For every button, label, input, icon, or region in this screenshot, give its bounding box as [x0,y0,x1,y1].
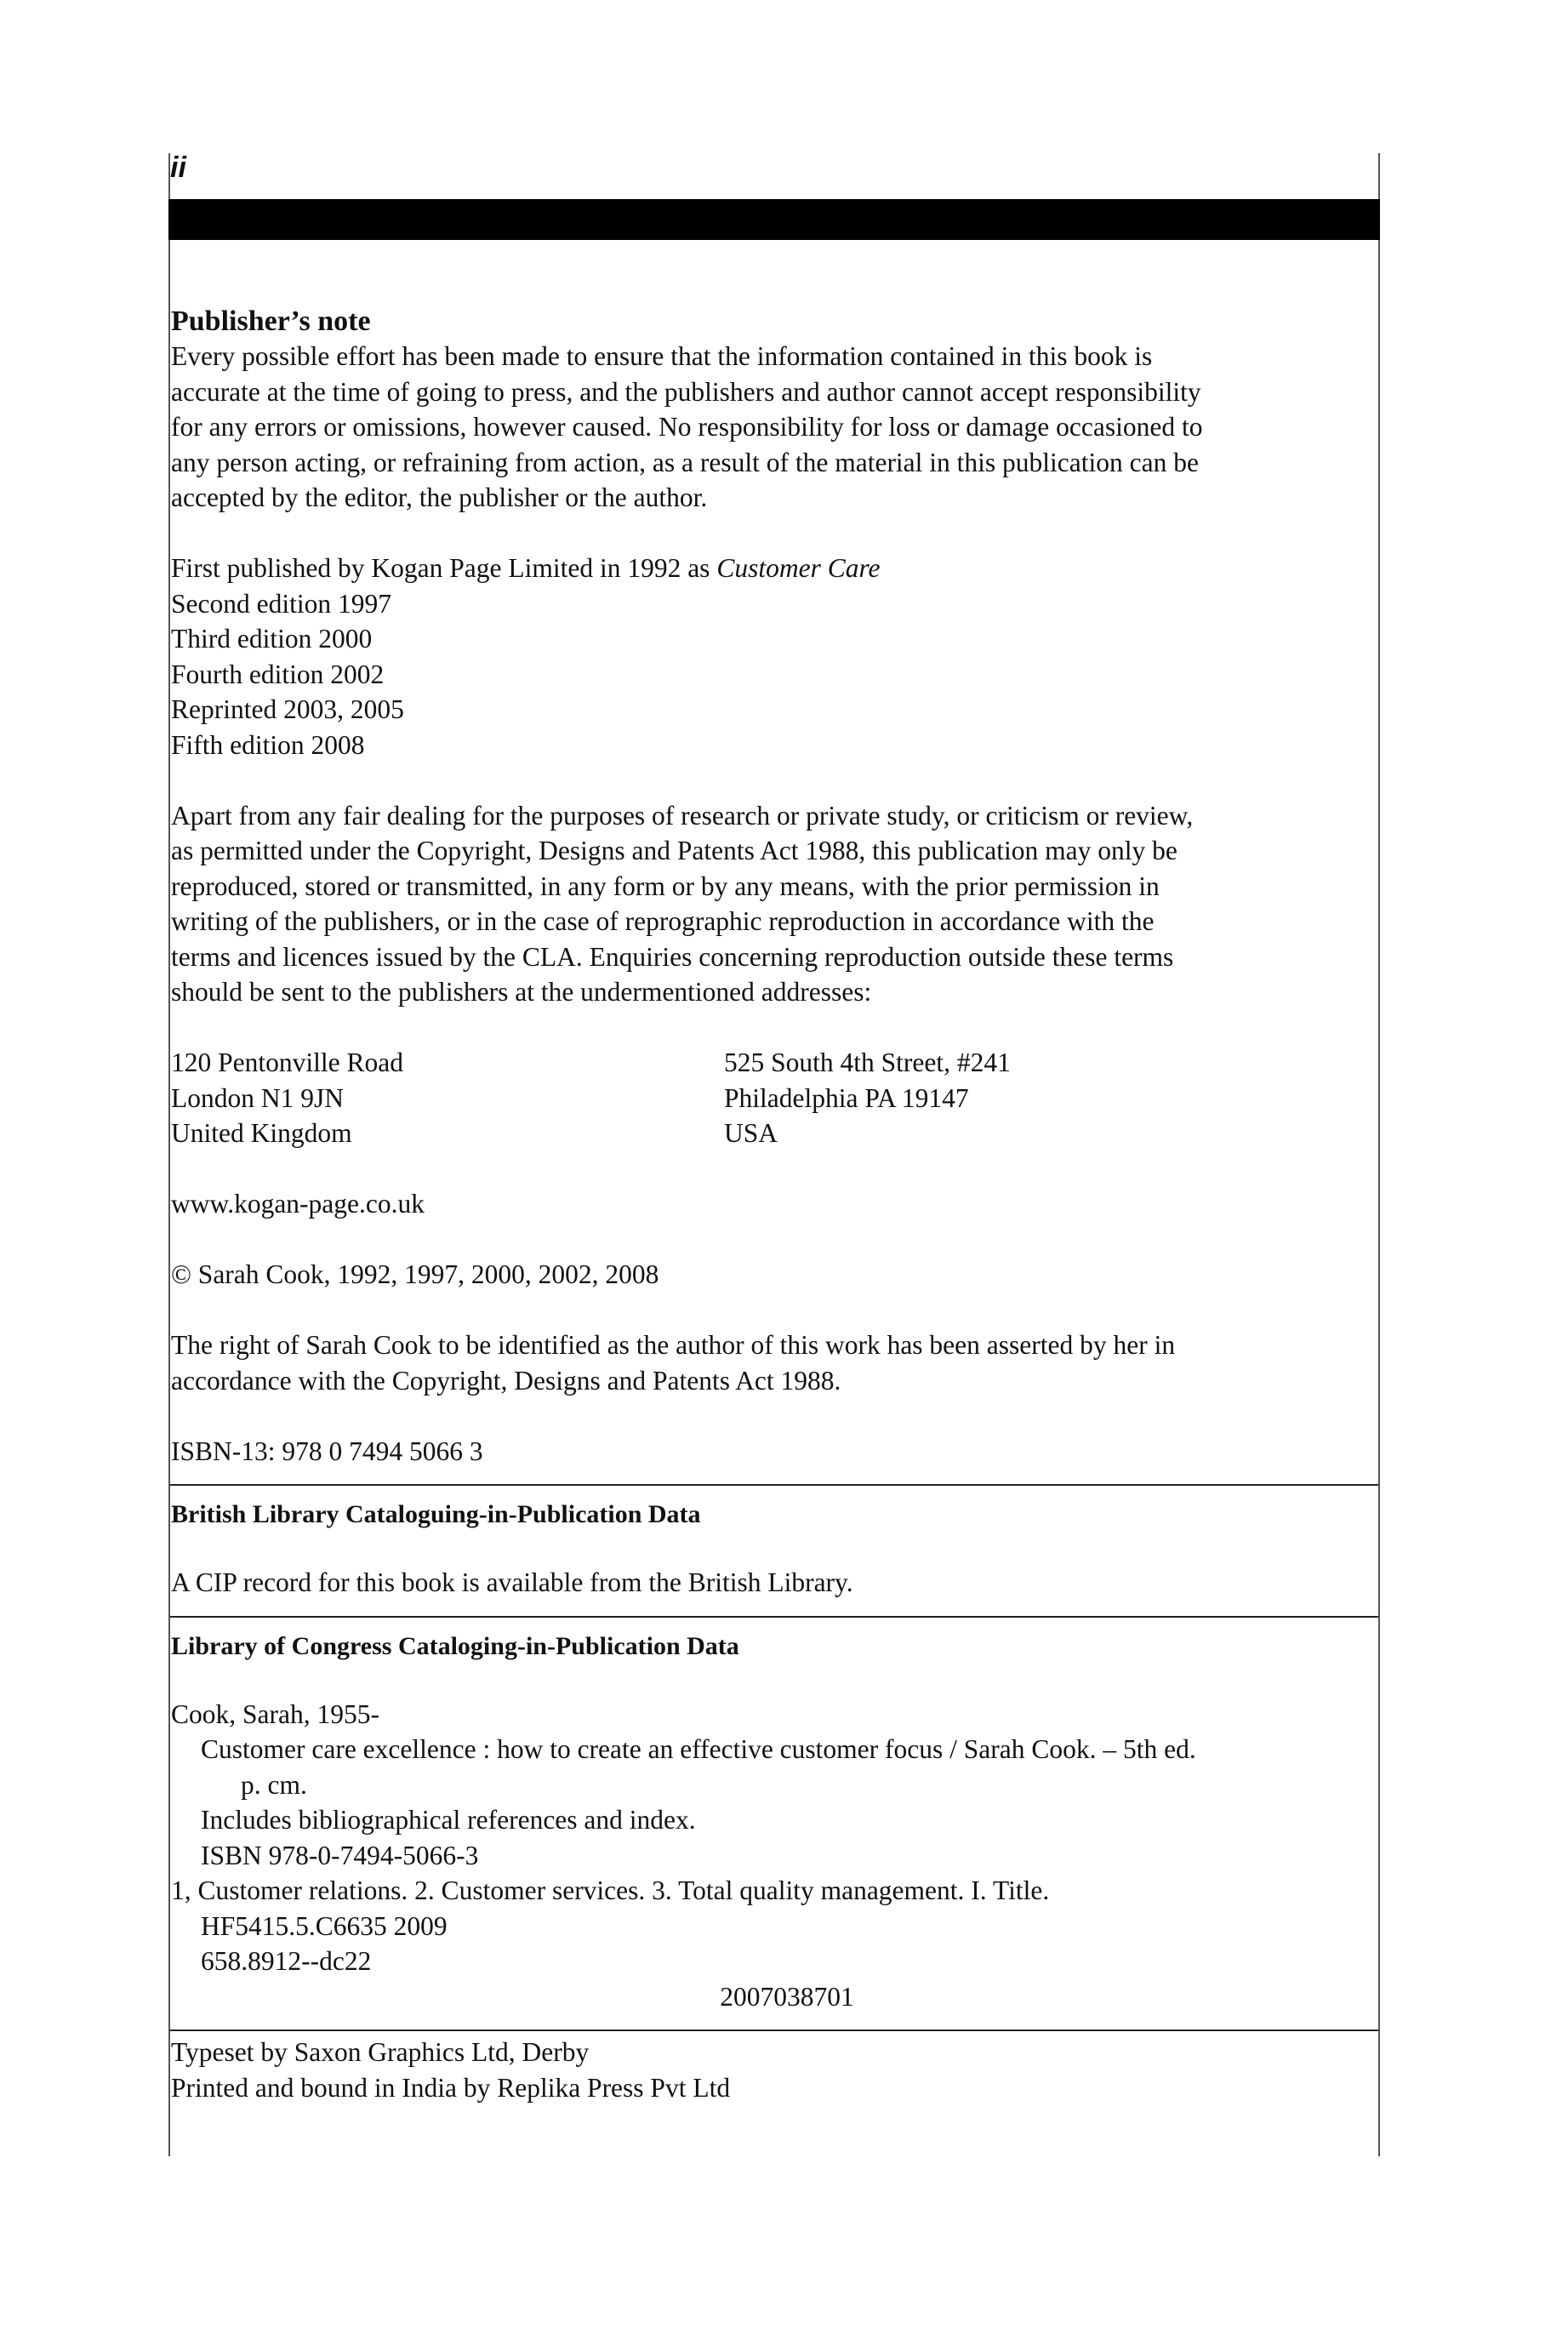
production-credits [171,2035,1377,2105]
copyright-notice-line: writing of the publishers, or in the case of reprographic reproduction in accordance with the [171,906,1155,936]
loc-author: Cook, Sarah, 1955- [171,1698,379,1729]
publishers-note-line: any person acting, or refraining from action, as a result of the material in this publication can be [171,447,1199,477]
loc-title: Customer care excellence : how to create an effective customer focus / Sarah Cook. – 5th ed. [201,1734,1196,1764]
us-address [724,1045,1011,1151]
edition-line: Fourth edition 2002 [171,659,385,689]
copyright-notice-line: Apart from any fair dealing for the purposes of research or private study, or criticism or review, [171,800,1194,831]
imprint-content [171,305,1377,2105]
loc-subjects: 1, Customer relations. 2. Customer services. 3. Total quality management. I. Title. [171,1875,1050,1905]
british-library-heading: British Library Cataloguing-in-Publication Data [171,1500,701,1528]
british-library-text: A CIP record for this book is available from the British Library. [171,1567,853,1597]
publishers-note-line: accurate at the time of going to press, and the publishers and author cannot accept responsibility [171,376,1201,407]
moral-right-statement [171,1327,1377,1398]
publisher-website: www.kogan-page.co.uk [171,1189,425,1219]
header-bar [168,199,1380,240]
address-line: London N1 9JN [171,1082,344,1113]
british-library-section [171,1496,1377,1601]
loc-dewey: 658.8912--dc22 [201,1946,372,1976]
loc-lc-class: HF5415.5.C6635 2009 [201,1910,448,1941]
edition-line: Third edition 2000 [171,624,373,654]
copyright-notice-line: reproduced, stored or transmitted, in any form or by any means, with the prior permission in [171,871,1160,901]
copyright-notice-line: terms and licences issued by the CLA. Enquiries concerning reproduction outside these terms [171,941,1174,972]
copyright-line: © Sarah Cook, 1992, 1997, 2000, 2002, 2008 [171,1259,659,1289]
address-line: Philadelphia PA 19147 [724,1082,969,1113]
publishers-note-line: Every possible effort has been made to ensure that the information contained in this book is [171,341,1153,371]
address-line: 525 South 4th Street, #241 [724,1048,1011,1077]
address-line: United Kingdom [171,1118,352,1148]
copyright-notice-line: should be sent to the publishers at the undermentioned addresses: [171,977,872,1007]
isbn-line: ISBN-13: 978 0 7494 5066 3 [171,1436,483,1466]
loc-notes: Includes bibliographical references and index. [201,1805,696,1835]
address-line: USA [724,1118,778,1148]
divider [170,2029,1378,2031]
printer-credit: Printed and bound in India by Replika Press Pvt Ltd [171,2072,731,2103]
address-line: 120 Pentonville Road [171,1048,403,1077]
divider [170,1484,1378,1486]
edition-line: Fifth edition 2008 [171,729,365,760]
loc-lccn: 2007038701 [720,1981,854,2012]
typeset-credit: Typeset by Saxon Graphics Ltd, Derby [171,2037,590,2067]
moral-right-line: The right of Sarah Cook to be identified as the author of this work has been asserted by her in [171,1330,1176,1360]
publishers-note-line: for any errors or omissions, however caused. No responsibility for loss or damage occasioned to [171,412,1203,442]
publication-history [171,551,1377,762]
loc-pages: p. cm. [241,1769,307,1800]
publishers-note-heading: Publisher’s note [171,305,371,337]
moral-right-line: accordance with the Copyright, Designs and Patents Act 1988. [171,1365,841,1396]
copyright-notice [171,798,1377,1010]
edition-line: Second edition 1997 [171,588,391,619]
divider [170,1616,1378,1618]
uk-address [171,1045,724,1151]
first-published: First published by Kogan Page Limited in 1992 as Customer Care [171,553,881,583]
publishers-note-body [171,339,1377,516]
original-title: Customer Care [716,553,881,583]
copyright-notice-line: as permitted under the Copyright, Designs and Patents Act 1988, this publication may only be [171,836,1177,865]
loc-isbn: ISBN 978-0-7494-5066-3 [201,1840,479,1870]
library-of-congress-section [171,1628,1377,2015]
publisher-addresses [171,1045,1377,1151]
loc-heading: Library of Congress Cataloging-in-Publication Data [171,1631,739,1660]
publishers-note-line: accepted by the editor, the publisher or the author. [171,482,708,512]
edition-line: Reprinted 2003, 2005 [171,694,404,724]
folio-page-number: ii [170,151,186,184]
